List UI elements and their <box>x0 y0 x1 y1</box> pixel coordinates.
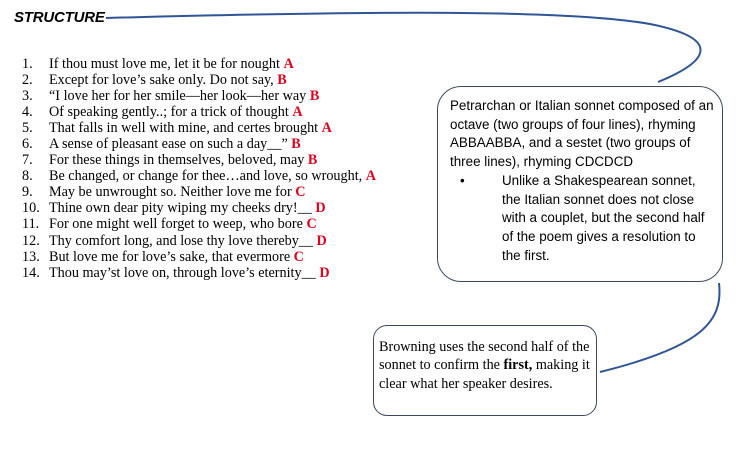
line-text: If thou must love me, let it be for nought <box>49 56 284 72</box>
sonnet-form-callout <box>437 86 723 282</box>
line-text: Thy comfort long, and lose thy love thereby__ <box>49 232 317 249</box>
rhyme-letter: C <box>293 248 304 265</box>
sonnet-lines <box>22 56 376 281</box>
poem-line <box>22 136 376 152</box>
poem-line <box>22 104 376 120</box>
line-number: 13. <box>22 248 40 265</box>
poem-line <box>22 72 376 88</box>
line-number: 6. <box>22 136 33 153</box>
rhyme-letter: B <box>277 72 287 89</box>
poem-line <box>22 249 376 265</box>
poem-line <box>22 56 376 72</box>
line-number: 10. <box>22 200 40 217</box>
rhyme-letter: A <box>292 104 303 121</box>
rhyme-letter: B <box>291 136 301 153</box>
line-text: Except for love’s sake only. Do not say, <box>49 72 278 89</box>
bullet-icon: • <box>460 172 465 188</box>
poem-line <box>22 265 376 281</box>
structure-heading: STRUCTURE <box>14 9 105 26</box>
line-text: Of speaking gently..; for a trick of thought <box>49 104 293 121</box>
line-number: 9. <box>22 184 33 201</box>
rhyme-letter: A <box>283 56 294 72</box>
poem-line <box>22 152 376 168</box>
line-number: 11. <box>22 216 40 233</box>
rhyme-letter: C <box>295 184 306 201</box>
poem-line <box>22 200 376 216</box>
poem-line <box>22 233 376 249</box>
rhyme-letter: D <box>319 264 330 281</box>
poem-line <box>22 216 376 232</box>
line-text: That falls in well with mine, and certes brought <box>49 120 322 137</box>
line-text: A sense of pleasant ease on such a day__” <box>49 136 292 153</box>
poem-line <box>22 184 376 200</box>
line-number: 4. <box>22 104 33 121</box>
line-number: 7. <box>22 152 33 169</box>
note-text-bold: first, <box>503 357 533 374</box>
line-number: 1. <box>22 56 33 72</box>
bullet-text: Unlike a Shakespearean sonnet, the Italian sonnet does not close with a couplet, but the second half of the poem gives a resolution to the first. <box>502 172 705 263</box>
bullet-item <box>456 172 714 266</box>
poem-line <box>22 120 376 136</box>
rhyme-letter: C <box>306 216 317 233</box>
rhyme-letter: A <box>365 168 377 185</box>
rhyme-letter: D <box>316 232 327 249</box>
line-text: Be changed, or change for thee…and love, so wrought, <box>49 168 366 185</box>
note-text-end: making it clear what her speaker desires. <box>379 357 590 392</box>
line-text: May be unwrought so. Neither love me for <box>49 184 296 201</box>
line-number: 8. <box>22 168 33 185</box>
note-text-start: Browning uses the second half of the sonnet to confirm the <box>379 339 590 374</box>
line-number: 5. <box>22 120 33 137</box>
line-number: 2. <box>22 72 33 89</box>
rhyme-letter: B <box>309 88 320 105</box>
rhyme-letter: D <box>315 200 326 217</box>
line-number: 3. <box>22 88 33 105</box>
line-text: But love me for love’s sake, that evermore <box>49 248 294 265</box>
rhyme-letter: A <box>321 120 332 137</box>
analysis-note-callout <box>373 325 597 416</box>
line-text: For these things in themselves, beloved, may <box>49 152 308 169</box>
line-text: For one might well forget to weep, who bore <box>49 216 307 233</box>
poem-line <box>22 88 376 104</box>
box-to-note-connector <box>600 283 720 372</box>
line-text: Thine own dear pity wiping my cheeks dry!__ <box>49 200 316 217</box>
line-text: Thou may’st love on, through love’s eternity__ <box>49 264 320 281</box>
line-number: 12. <box>22 232 40 249</box>
line-text: “I love her for her smile—her look—her way <box>49 88 310 105</box>
rhyme-letter: B <box>307 152 318 169</box>
line-number: 14. <box>22 264 40 281</box>
sonnet-form-description: Petrarchan or Italian sonnet composed of an octave (two groups of four lines), rhyming ABBAABBA, and a sestet (two groups of three lines), rhyming CDCDCD <box>450 98 714 170</box>
poem-line <box>22 168 376 184</box>
